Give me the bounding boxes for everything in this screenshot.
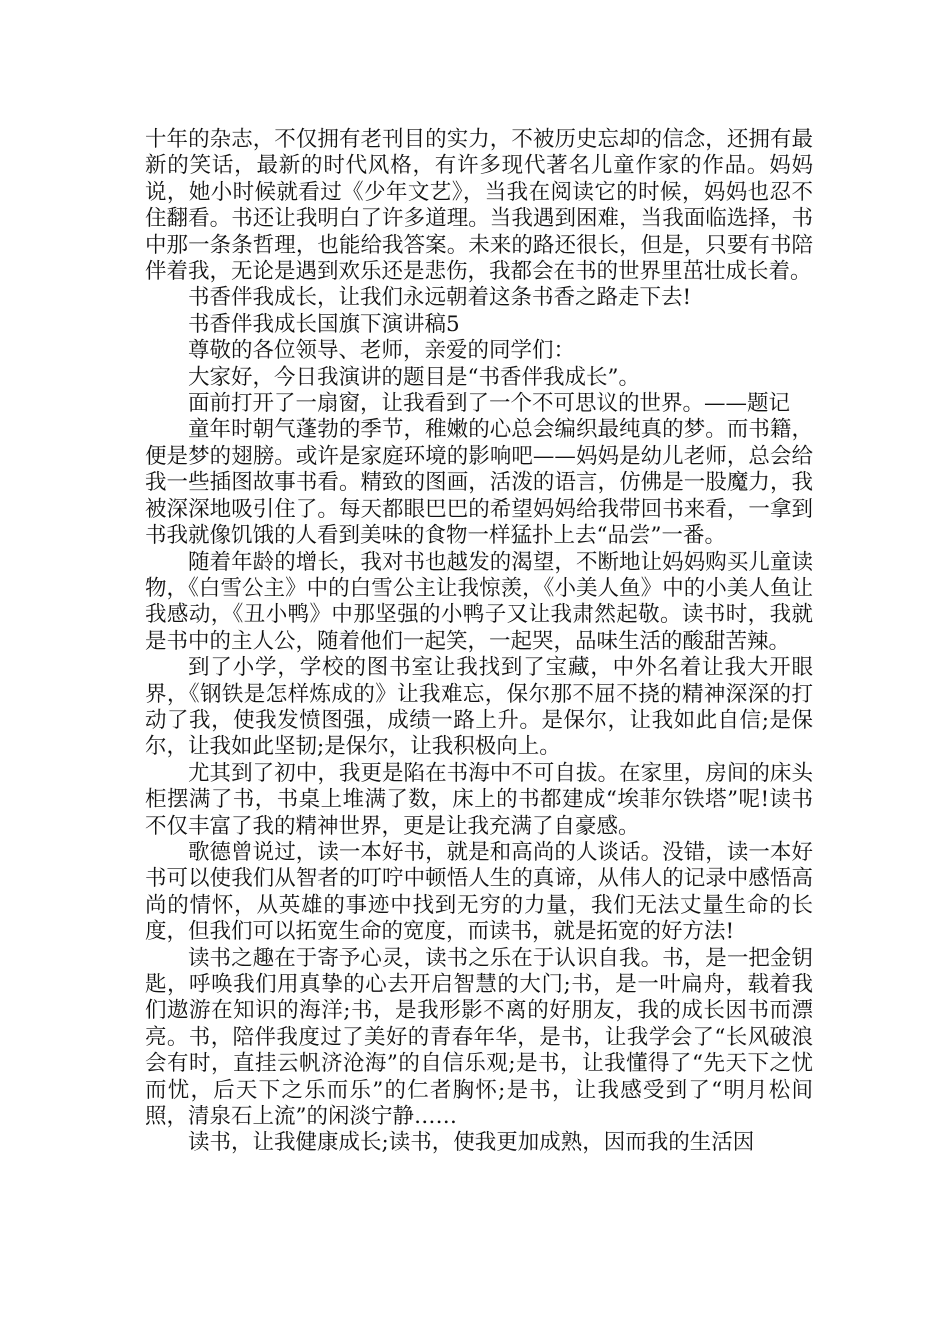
epigraph: 面前打开了一扇窗，让我看到了一个不可思议的世界。——题记: [188, 391, 791, 417]
speech-title: 书香伴我成长国旗下演讲稿5: [188, 311, 460, 337]
paragraph-1: 十年的杂志，不仅拥有老刊目的实力，不被历史忘却的信念，还拥有最新的笑话，最新的时代风格，有许多现代著名儿童作家的作品。妈妈说，她小时候就看过《少年文艺》，当我在阅读它的时候，妈妈也忍不住翻看。书还让我明白了许多道理。当我遇到困难，当我面临选择，书中那一条条哲理，也能给我答案。未来的路还很长，但是，只要有书陪伴着我，无论是遇到欢乐还是悲伤，我都会在书的世界里茁壮成长着。: [145, 127, 813, 285]
paragraph-7: 童年时朝气蓬勃的季节，稚嫩的心总会编织最纯真的梦。而书籍，便是梦的翅膀。或许是家庭环境的影响吧——妈妈是幼儿老师，总会给我一些插图故事书看。精致的图画，活泼的语言，仿佛是一股魔力，我被深深地吸引住了。每天都眼巴巴的希望妈妈给我带回书来看，一拿到书我就像饥饿的人看到美味的食物一样猛扑上去“品尝”一番。: [145, 417, 813, 549]
paragraph-11: 歌德曾说过，读一本好书，就是和高尚的人谈话。没错，读一本好书可以使我们从智者的叮咛中顿悟人生的真谛，从伟人的记录中感悟高尚的情怀，从英雄的事迹中找到无穷的力量，我们无法丈量生命的长度，但我们可以拓宽生命的宽度，而读书，就是拓宽的好方法!: [145, 839, 813, 945]
paragraph-5: 大家好，今日我演讲的题目是“书香伴我成长”。: [188, 364, 640, 390]
salutation: 尊敬的各位领导、老师，亲爱的同学们：: [188, 338, 576, 364]
paragraph-12: 读书之趣在于寄予心灵，读书之乐在于认识自我。书，是一把金钥匙，呼唤我们用真挚的心去开启智慧的大门;书，是一叶扁舟，载着我们遨游在知识的海洋;书，是我形影不离的好朋友，我的成长因书而漂亮。书，陪伴我度过了美好的青春年华，是书，让我学会了“长风破浪会有时，直挂云帆济沧海”的自信乐观;是书，让我懂得了“先天下之忧而忧，后天下之乐而乐”的仁者胸怀;是书，让我感受到了“明月松间照，清泉石上流”的闲淡宁静……: [145, 945, 813, 1130]
paragraph-13: 读书，让我健康成长;读书，使我更加成熟，因而我的生活因: [188, 1130, 755, 1156]
paragraph-9: 到了小学，学校的图书室让我找到了宝藏，中外名着让我大开眼界，《钢铁是怎样炼成的》让我难忘，保尔那不屈不挠的精神深深的打动了我，使我发愤图强，成绩一路上升。是保尔，让我如此自信;是保尔，让我如此坚韧;是保尔，让我积极向上。: [145, 655, 813, 760]
paragraph-10: 尤其到了初中，我更是陷在书海中不可自拔。在家里，房间的床头柜摆满了书，书桌上堆满了数，床上的书都建成“埃菲尔铁塔”呢!读书不仅丰富了我的精神世界，更是让我充满了自豪感。: [145, 760, 813, 839]
paragraph-8: 随着年龄的增长，我对书也越发的渴望，不断地让妈妈购买儿童读物，《白雪公主》中的白雪公主让我惊羡，《小美人鱼》中的小美人鱼让我感动，《丑小鸭》中那坚强的小鸭子又让我肃然起敬。读书时，我就是书中的主人公，随着他们一起笑，一起哭，品味生活的酸甜苦辣。: [145, 549, 813, 654]
paragraph-2: 书香伴我成长，让我们永远朝着这条书香之路走下去!: [188, 285, 692, 311]
document-page: [145, 127, 813, 1157]
